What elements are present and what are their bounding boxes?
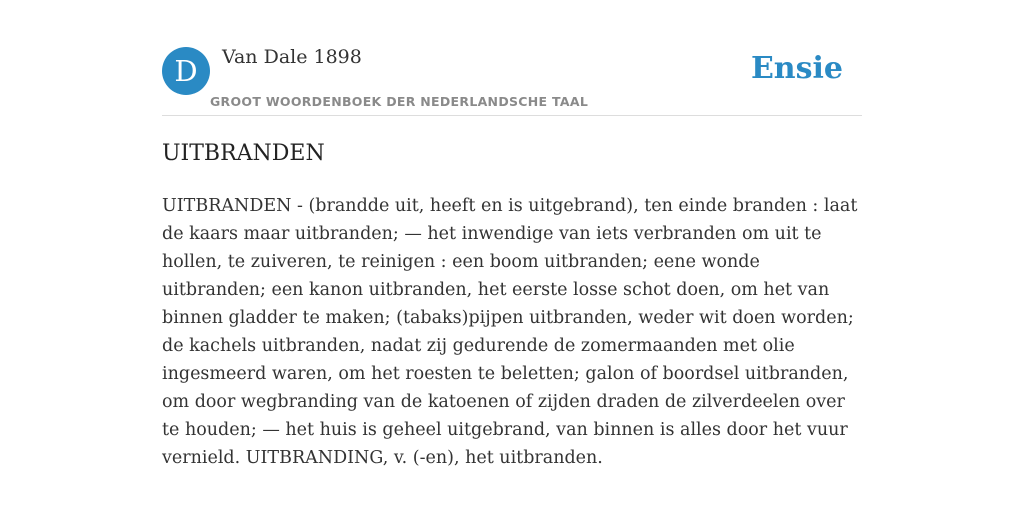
header-divider [162, 115, 862, 116]
source-avatar: D [162, 47, 210, 95]
source-title[interactable]: Van Dale 1898 [222, 46, 362, 68]
source-subtitle: GROOT WOORDENBOEK DER NEDERLANDSCHE TAAL [210, 94, 589, 109]
definition-text: UITBRANDEN - (brandde uit, heeft en is uitgebrand), ten einde branden : laat de kaars maar uitbranden; — het inwendige van iets verbranden om uit te hollen, te zuiveren, te reinigen : een boom uitbranden; eene wonde uitbranden; een kanon uitbranden, het eerste losse schot doen, om het van binnen gladder te maken; (tabaks)pijpen uitbranden, weder wit doen worden; de kachels uitbranden, nadat zij gedurende de zomermaanden met olie ingesmeerd waren, om het roesten te beletten; galon of boordsel uitbranden, om door wegbranding van de katoenen of zijden draden de zilverdeelen over te houden; — het huis is geheel uitgebrand, van binnen is alles door het vuur vernield. UITBRANDING, v. (-en), het uitbranden. [162, 196, 858, 468]
entry-card [162, 0, 862, 512]
page-title: UITBRANDEN [162, 141, 325, 166]
brand-logo[interactable]: Ensie [750, 51, 843, 86]
